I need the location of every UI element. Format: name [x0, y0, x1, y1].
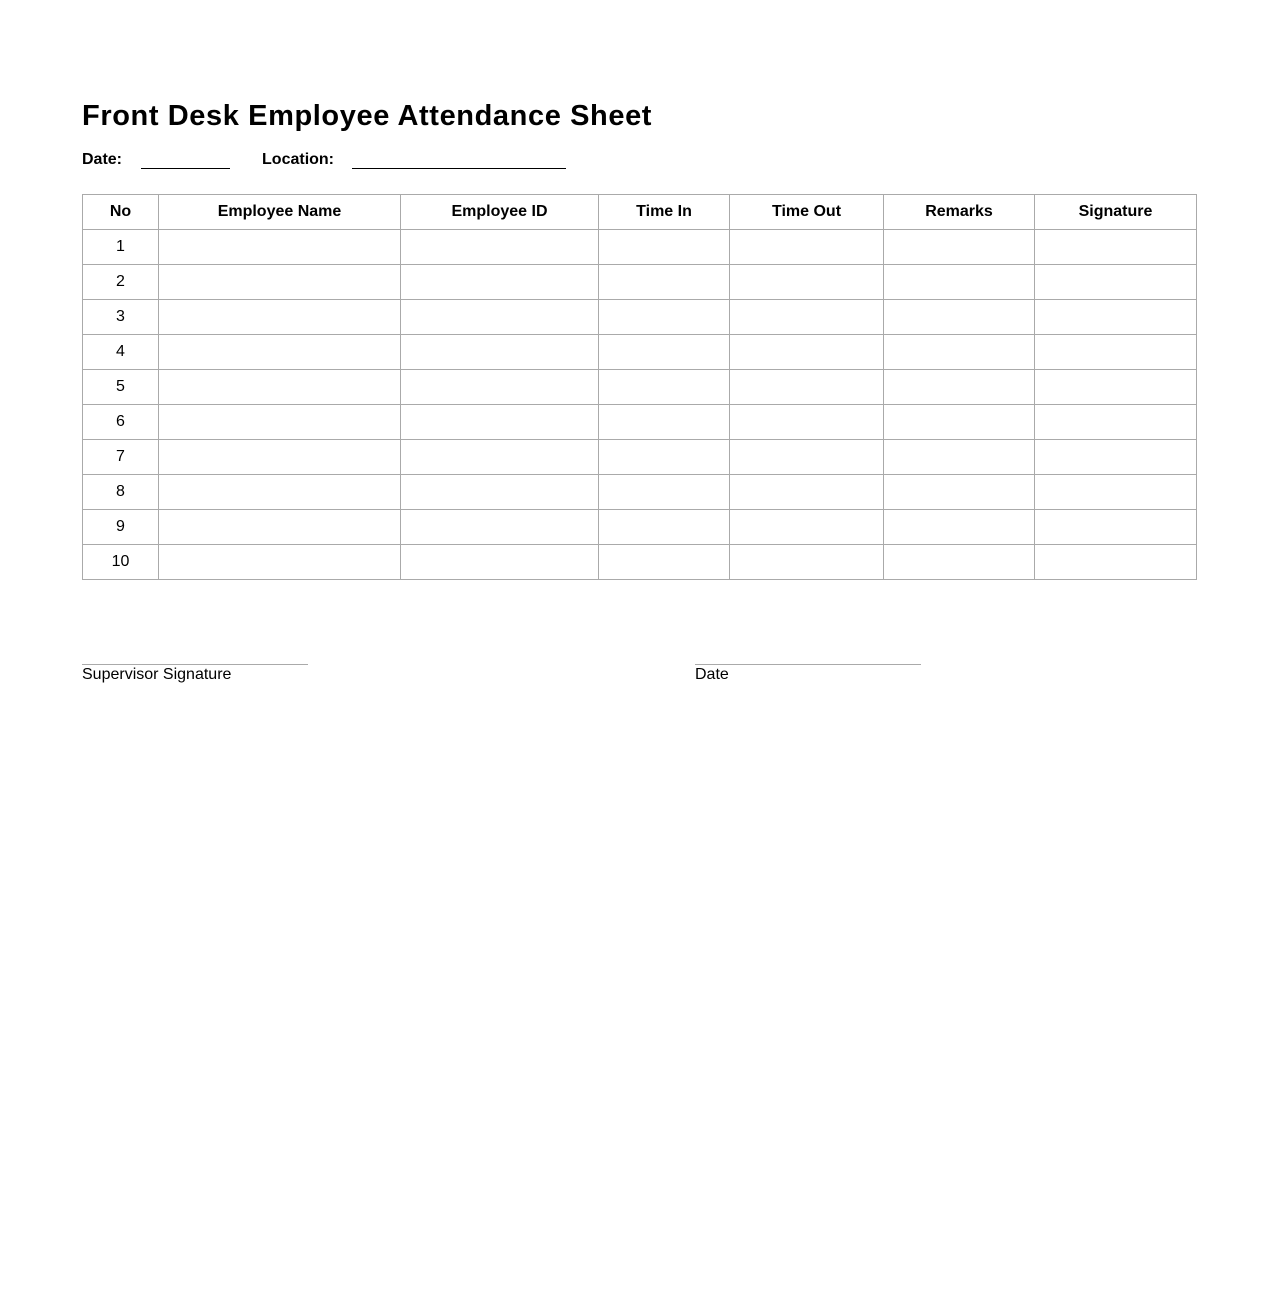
footer-date-label: Date — [695, 666, 729, 683]
table-cell[interactable] — [159, 475, 401, 510]
table-cell[interactable] — [401, 510, 599, 545]
table-cell[interactable] — [730, 300, 884, 335]
column-header: Time In — [599, 195, 730, 230]
table-header-row — [83, 195, 1197, 230]
table-cell[interactable] — [884, 510, 1035, 545]
table-cell[interactable] — [730, 335, 884, 370]
table-cell[interactable] — [599, 370, 730, 405]
table-cell[interactable] — [884, 440, 1035, 475]
table-cell[interactable] — [730, 510, 884, 545]
table-row — [83, 370, 1197, 405]
table-cell[interactable] — [1035, 440, 1197, 475]
table-row — [83, 335, 1197, 370]
table-cell[interactable] — [401, 230, 599, 265]
table-cell[interactable] — [730, 545, 884, 580]
location-field[interactable] — [352, 151, 566, 169]
table-cell[interactable] — [1035, 405, 1197, 440]
column-header: Remarks — [884, 195, 1035, 230]
table-cell[interactable] — [159, 300, 401, 335]
table-body — [83, 230, 1197, 580]
table-cell[interactable] — [730, 265, 884, 300]
table-cell[interactable] — [1035, 510, 1197, 545]
row-number: 6 — [83, 405, 159, 440]
table-cell[interactable] — [599, 510, 730, 545]
table-cell[interactable] — [884, 405, 1035, 440]
table-cell[interactable] — [159, 405, 401, 440]
column-header: Employee ID — [401, 195, 599, 230]
table-cell[interactable] — [599, 405, 730, 440]
table-cell[interactable] — [401, 475, 599, 510]
table-cell[interactable] — [159, 335, 401, 370]
table-cell[interactable] — [884, 475, 1035, 510]
attendance-table — [82, 194, 1197, 580]
table-cell[interactable] — [884, 545, 1035, 580]
date-label: Date: — [82, 151, 123, 168]
table-cell[interactable] — [1035, 230, 1197, 265]
table-cell[interactable] — [401, 335, 599, 370]
table-cell[interactable] — [401, 440, 599, 475]
table-cell[interactable] — [401, 300, 599, 335]
table-cell[interactable] — [730, 230, 884, 265]
table-cell[interactable] — [884, 300, 1035, 335]
table-cell[interactable] — [599, 300, 730, 335]
table-cell[interactable] — [159, 370, 401, 405]
column-header: No — [83, 195, 159, 230]
table-cell[interactable] — [599, 545, 730, 580]
table-cell[interactable] — [401, 265, 599, 300]
table-cell[interactable] — [884, 370, 1035, 405]
location-label: Location: — [262, 151, 335, 168]
table-cell[interactable] — [1035, 370, 1197, 405]
table-cell[interactable] — [599, 475, 730, 510]
table-cell[interactable] — [730, 370, 884, 405]
page-title: Front Desk Employee Attendance Sheet — [82, 100, 653, 132]
date-field[interactable] — [141, 151, 230, 169]
table-cell[interactable] — [401, 370, 599, 405]
table-row — [83, 230, 1197, 265]
table-row — [83, 300, 1197, 335]
table-cell[interactable] — [1035, 545, 1197, 580]
table-cell[interactable] — [159, 545, 401, 580]
meta-fields — [82, 151, 566, 169]
table-cell[interactable] — [884, 265, 1035, 300]
table-cell[interactable] — [884, 335, 1035, 370]
table-cell[interactable] — [1035, 475, 1197, 510]
table-cell[interactable] — [730, 405, 884, 440]
table-cell[interactable] — [159, 510, 401, 545]
table-cell[interactable] — [401, 405, 599, 440]
table-cell[interactable] — [1035, 265, 1197, 300]
row-number: 1 — [83, 230, 159, 265]
table-cell[interactable] — [599, 335, 730, 370]
table-cell[interactable] — [401, 545, 599, 580]
table-row — [83, 405, 1197, 440]
table-cell[interactable] — [599, 230, 730, 265]
row-number: 9 — [83, 510, 159, 545]
row-number: 10 — [83, 545, 159, 580]
column-header: Employee Name — [159, 195, 401, 230]
table-row — [83, 510, 1197, 545]
table-cell[interactable] — [730, 440, 884, 475]
table-row — [83, 545, 1197, 580]
table-cell[interactable] — [599, 440, 730, 475]
table-cell[interactable] — [159, 440, 401, 475]
table-cell[interactable] — [159, 265, 401, 300]
table-cell[interactable] — [1035, 300, 1197, 335]
row-number: 4 — [83, 335, 159, 370]
table-cell[interactable] — [730, 475, 884, 510]
row-number: 5 — [83, 370, 159, 405]
column-header: Time Out — [730, 195, 884, 230]
row-number: 7 — [83, 440, 159, 475]
table-cell[interactable] — [1035, 335, 1197, 370]
table-row — [83, 475, 1197, 510]
row-number: 2 — [83, 265, 159, 300]
table-cell[interactable] — [884, 230, 1035, 265]
table-row — [83, 440, 1197, 475]
table-cell[interactable] — [599, 265, 730, 300]
row-number: 3 — [83, 300, 159, 335]
row-number: 8 — [83, 475, 159, 510]
supervisor-signature-line[interactable] — [82, 664, 308, 684]
date-signature-line[interactable] — [695, 664, 921, 684]
table-cell[interactable] — [159, 230, 401, 265]
supervisor-signature-label: Supervisor Signature — [82, 666, 232, 683]
column-header: Signature — [1035, 195, 1197, 230]
table-row — [83, 265, 1197, 300]
